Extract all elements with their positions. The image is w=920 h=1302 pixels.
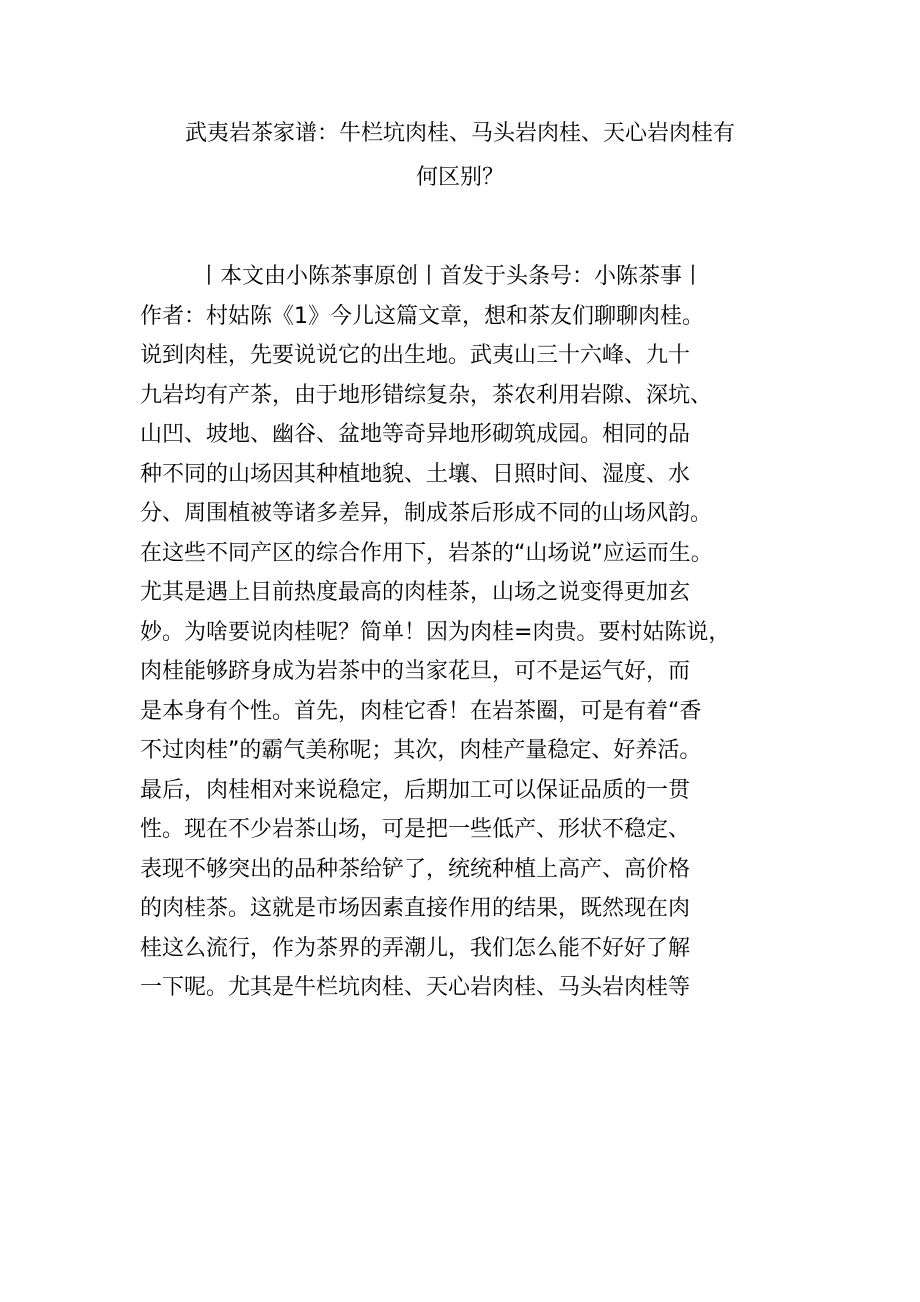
title-line-1: 武夷岩茶家谱：牛栏坑肉桂、马头岩肉桂、天心岩肉桂有 — [184, 121, 735, 146]
body-line-15: 性。现在不少岩茶山场，可是把一些低产、形状不稳定、 — [140, 817, 691, 842]
body-line-10: 妙。为啥要说肉桂呢？简单！因为肉桂=肉贵。要村姑陈说， — [140, 619, 731, 645]
body-line-11: 肉桂能够跻身成为岩茶中的当家花旦，可不是运气好，而 — [140, 659, 691, 684]
title-line-2: 何区别？ — [415, 165, 504, 190]
body-line-14: 最后，肉桂相对来说稳定，后期加工可以保证品质的一贯 — [140, 777, 691, 803]
body-line-2: 作者：村姑陈《1》今儿这篇文章，想和茶友们聊聊肉桂。 — [140, 303, 704, 329]
document-title — [120, 112, 800, 200]
body-line-18: 桂这么流行，作为茶界的弄潮儿，我们怎么能不好好了解 — [140, 935, 691, 961]
body-line-5: 山凹、坡地、幽谷、盆地等奇异地形砌筑成园。相同的品 — [140, 422, 691, 447]
body-line-12: 是本身有个性。首先，肉桂它香！在岩茶圈，可是有着“香 — [140, 698, 702, 724]
body-line-9: 尤其是遇上目前热度最高的肉桂茶，山场之说变得更加玄 — [140, 580, 691, 605]
document-body — [140, 257, 790, 1008]
body-line-17: 的肉桂茶。这就是市场因素直接作用的结果，既然现在肉 — [140, 896, 691, 921]
body-line-19: 一下呢。尤其是牛栏坑肉桂、天心岩肉桂、马头岩肉桂等 — [140, 975, 691, 1000]
body-line-1: 丨本文由小陈茶事原创丨首发于头条号：小陈茶事丨 — [198, 264, 705, 289]
body-line-13: 不过肉桂”的霸气美称呢；其次，肉桂产量稳定、好养活。 — [140, 738, 702, 763]
body-line-16: 表现不够突出的品种茶给铲了，统统种植上高产、高价格 — [140, 856, 691, 882]
body-line-6: 种不同的山场因其种植地貌、土壤、日照时间、湿度、水 — [140, 461, 691, 487]
body-line-4: 九岩均有产茶，由于地形错综复杂，茶农利用岩隙、深坑、 — [140, 382, 713, 408]
body-line-3: 说到肉桂，先要说说它的出生地。武夷山三十六峰、九十 — [140, 343, 691, 368]
body-line-8: 在这些不同产区的综合作用下，岩茶的“山场说”应运而生。 — [140, 540, 713, 566]
body-line-7: 分、周围植被等诸多差异，制成茶后形成不同的山场风韵。 — [140, 501, 713, 526]
